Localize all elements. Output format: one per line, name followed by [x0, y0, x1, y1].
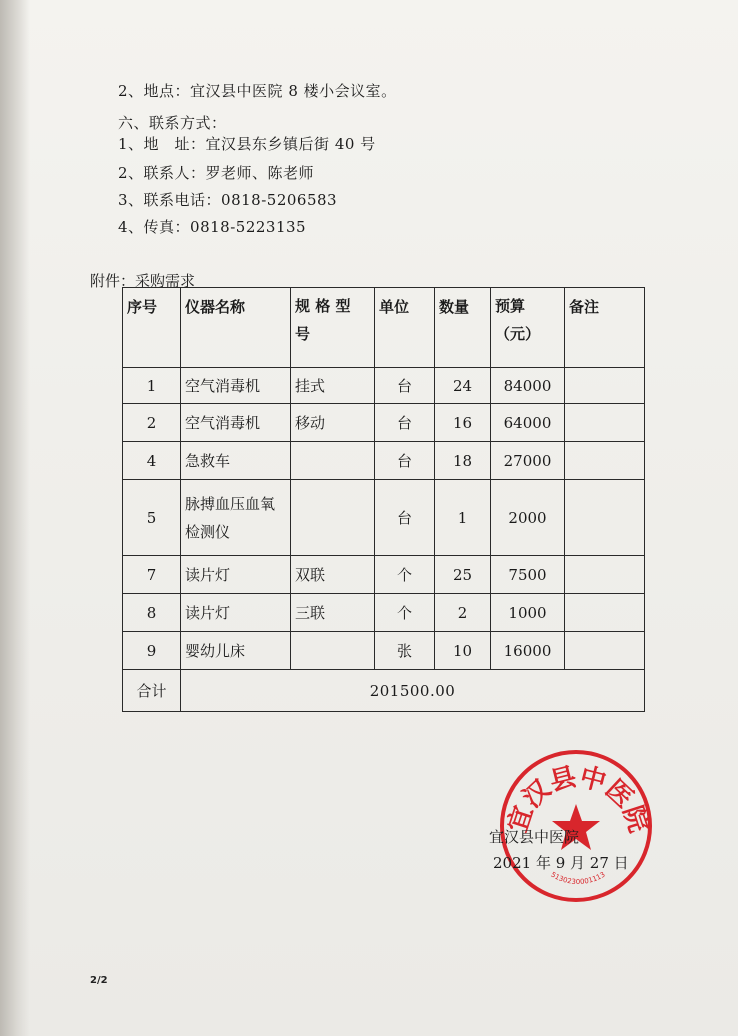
- header-spec: 规 格 型 号: [291, 288, 375, 368]
- header-note: 备注: [565, 288, 645, 368]
- row-unit: 个: [375, 556, 435, 594]
- row-note: [565, 556, 645, 594]
- row-spec: [291, 632, 375, 670]
- row-spec: 移动: [291, 404, 375, 442]
- table-row: [123, 632, 645, 670]
- row-qty: 10: [435, 632, 491, 670]
- row-name: 读片灯: [181, 594, 291, 632]
- contact-address-line: 1、地 址：宜汉县东乡镇后街 40 号: [118, 135, 376, 153]
- row-spec: 三联: [291, 594, 375, 632]
- procurement-table: [122, 287, 645, 712]
- table-row: [123, 556, 645, 594]
- table-row: [123, 480, 645, 556]
- row-no: 9: [123, 632, 181, 670]
- total-value: 201500.00: [181, 670, 645, 712]
- row-note: [565, 368, 645, 404]
- row-note: [565, 404, 645, 442]
- signature-org: 宜汉县中医院: [489, 828, 580, 846]
- header-qty: 数量: [435, 288, 491, 368]
- row-note: [565, 632, 645, 670]
- table-row: [123, 368, 645, 404]
- total-row: [123, 670, 645, 712]
- row-no: 1: [123, 368, 181, 404]
- header-unit: 单位: [375, 288, 435, 368]
- table-header-row: [123, 288, 645, 368]
- row-note: [565, 480, 645, 556]
- header-budget: 预算（元）: [491, 288, 565, 368]
- row-budget: 27000: [491, 442, 565, 480]
- row-qty: 2: [435, 594, 491, 632]
- row-unit: 台: [375, 480, 435, 556]
- row-name: 空气消毒机: [181, 368, 291, 404]
- attachment-title: 附件：采购需求: [90, 272, 196, 290]
- header-no: 序号: [123, 288, 181, 368]
- paper-fold-shadow: [0, 0, 30, 1036]
- row-unit: 个: [375, 594, 435, 632]
- row-name: 脉搏血压血氧检测仪: [181, 480, 291, 556]
- row-unit: 张: [375, 632, 435, 670]
- table-row: [123, 594, 645, 632]
- page-number: 2/2: [90, 975, 108, 986]
- row-qty: 25: [435, 556, 491, 594]
- signature-date: 2021 年 9 月 27 日: [493, 854, 629, 872]
- contact-phone-line: 3、联系电话：0818-5206583: [118, 191, 338, 209]
- row-qty: 18: [435, 442, 491, 480]
- row-budget: 64000: [491, 404, 565, 442]
- row-budget: 2000: [491, 480, 565, 556]
- row-name: 急救车: [181, 442, 291, 480]
- row-budget: 84000: [491, 368, 565, 404]
- row-name: 空气消毒机: [181, 404, 291, 442]
- seal-code: 5130230001113: [549, 870, 607, 886]
- row-no: 7: [123, 556, 181, 594]
- row-qty: 16: [435, 404, 491, 442]
- table-row: [123, 404, 645, 442]
- row-spec: 挂式: [291, 368, 375, 404]
- row-note: [565, 442, 645, 480]
- row-spec: 双联: [291, 556, 375, 594]
- row-unit: 台: [375, 368, 435, 404]
- total-label: 合计: [123, 670, 181, 712]
- seal-text: 宜汉县中医院: [502, 762, 654, 837]
- row-unit: 台: [375, 404, 435, 442]
- row-spec: [291, 442, 375, 480]
- row-no: 5: [123, 480, 181, 556]
- row-name: 婴幼儿床: [181, 632, 291, 670]
- row-qty: 24: [435, 368, 491, 404]
- row-no: 4: [123, 442, 181, 480]
- row-spec: [291, 480, 375, 556]
- contact-person-line: 2、联系人：罗老师、陈老师: [118, 164, 315, 182]
- row-qty: 1: [435, 480, 491, 556]
- contact-fax-line: 4、传真：0818-5223135: [118, 218, 307, 236]
- row-budget: 16000: [491, 632, 565, 670]
- row-budget: 7500: [491, 556, 565, 594]
- contact-section-heading: 六、联系方式：: [118, 114, 227, 132]
- row-no: 2: [123, 404, 181, 442]
- row-name: 读片灯: [181, 556, 291, 594]
- row-no: 8: [123, 594, 181, 632]
- meeting-location-line: 2、地点：宜汉县中医院 8 楼小会议室。: [118, 82, 397, 100]
- row-note: [565, 594, 645, 632]
- row-unit: 台: [375, 442, 435, 480]
- table-row: [123, 442, 645, 480]
- header-name: 仪器名称: [181, 288, 291, 368]
- row-budget: 1000: [491, 594, 565, 632]
